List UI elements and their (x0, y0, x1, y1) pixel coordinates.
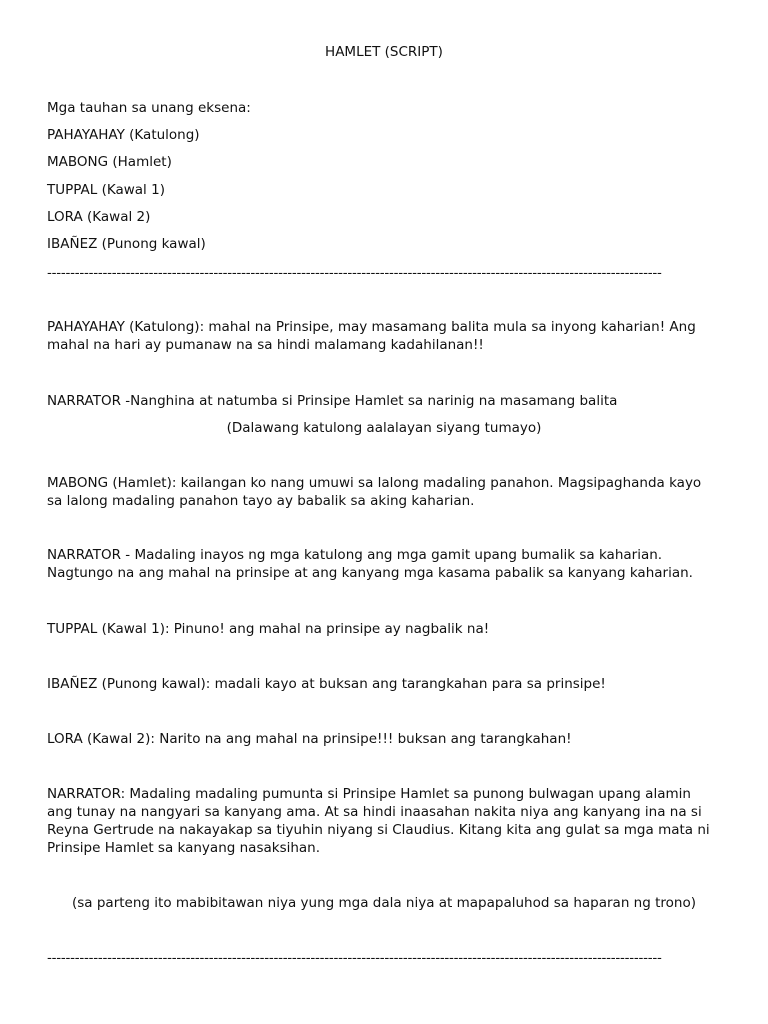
stage-direction: (Dalawang katulong aalalayan siyang tumayo) (226, 420, 542, 436)
cast-item: LORA (Kawal 2) (47, 209, 151, 225)
narrator-line: NARRATOR - Madaling inayos ng mga katulong ang mga gamit upang bumalik sa kaharian. Nagtungo na ang mahal na prinsipe at ang kanyang mga kasama pabalik sa kanyang kaharian. (47, 547, 693, 581)
narrator-line: NARRATOR -Nanghina at natumba si Prinsipe Hamlet sa narinig na masamang balita (47, 393, 618, 409)
document-title: HAMLET (SCRIPT) (325, 44, 443, 60)
cast-item: TUPPAL (Kawal 1) (47, 182, 165, 198)
narrator-line: NARRATOR: Madaling madaling pumunta si Prinsipe Hamlet sa punong bulwagan upang alamin ang tunay na nangyari sa kanyang ama. At sa hindi inaasahan nakita niya ang kanyang ina na si Reyna Gertrude na nakayakap sa tiyuhin niyang si Claudius. Kitang kita ang gulat sa mga mata ni Prinsipe Hamlet sa kanyang nasaksihan. (47, 786, 710, 856)
cast-item: MABONG (Hamlet) (47, 154, 172, 170)
section-divider: ------------------------------------------------------------------------------------------------------------------------------------- (47, 950, 662, 966)
section-divider: ------------------------------------------------------------------------------------------------------------------------------------- (47, 265, 662, 281)
cast-item: IBAÑEZ (Punong kawal) (47, 236, 206, 252)
cast-heading: Mga tauhan sa unang eksena: (47, 100, 251, 116)
cast-item: PAHAYAHAY (Katulong) (47, 127, 200, 143)
script-line-lora: LORA (Kawal 2): Narito na ang mahal na prinsipe!!! buksan ang tarangkahan! (47, 731, 572, 747)
script-line-pahayahay: PAHAYAHAY (Katulong): mahal na Prinsipe, may masamang balita mula sa inyong kaharian! Ang mahal na hari ay pumanaw na sa hindi malamang kadahilanan!! (47, 319, 696, 353)
script-line-mabong: MABONG (Hamlet): kailangan ko nang umuwi sa lalong madaling panahon. Magsipaghanda kayo sa lalong madaling panahon tayo ay babalik sa aking kaharian. (47, 475, 702, 509)
stage-direction: (sa parteng ito mabibitawan niya yung mga dala niya at mapapaluhod sa haparan ng trono) (72, 895, 696, 911)
script-line-ibanez: IBAÑEZ (Punong kawal): madali kayo at buksan ang tarangkahan para sa prinsipe! (47, 676, 606, 692)
script-line-tuppal: TUPPAL (Kawal 1): Pinuno! ang mahal na prinsipe ay nagbalik na! (47, 621, 490, 637)
